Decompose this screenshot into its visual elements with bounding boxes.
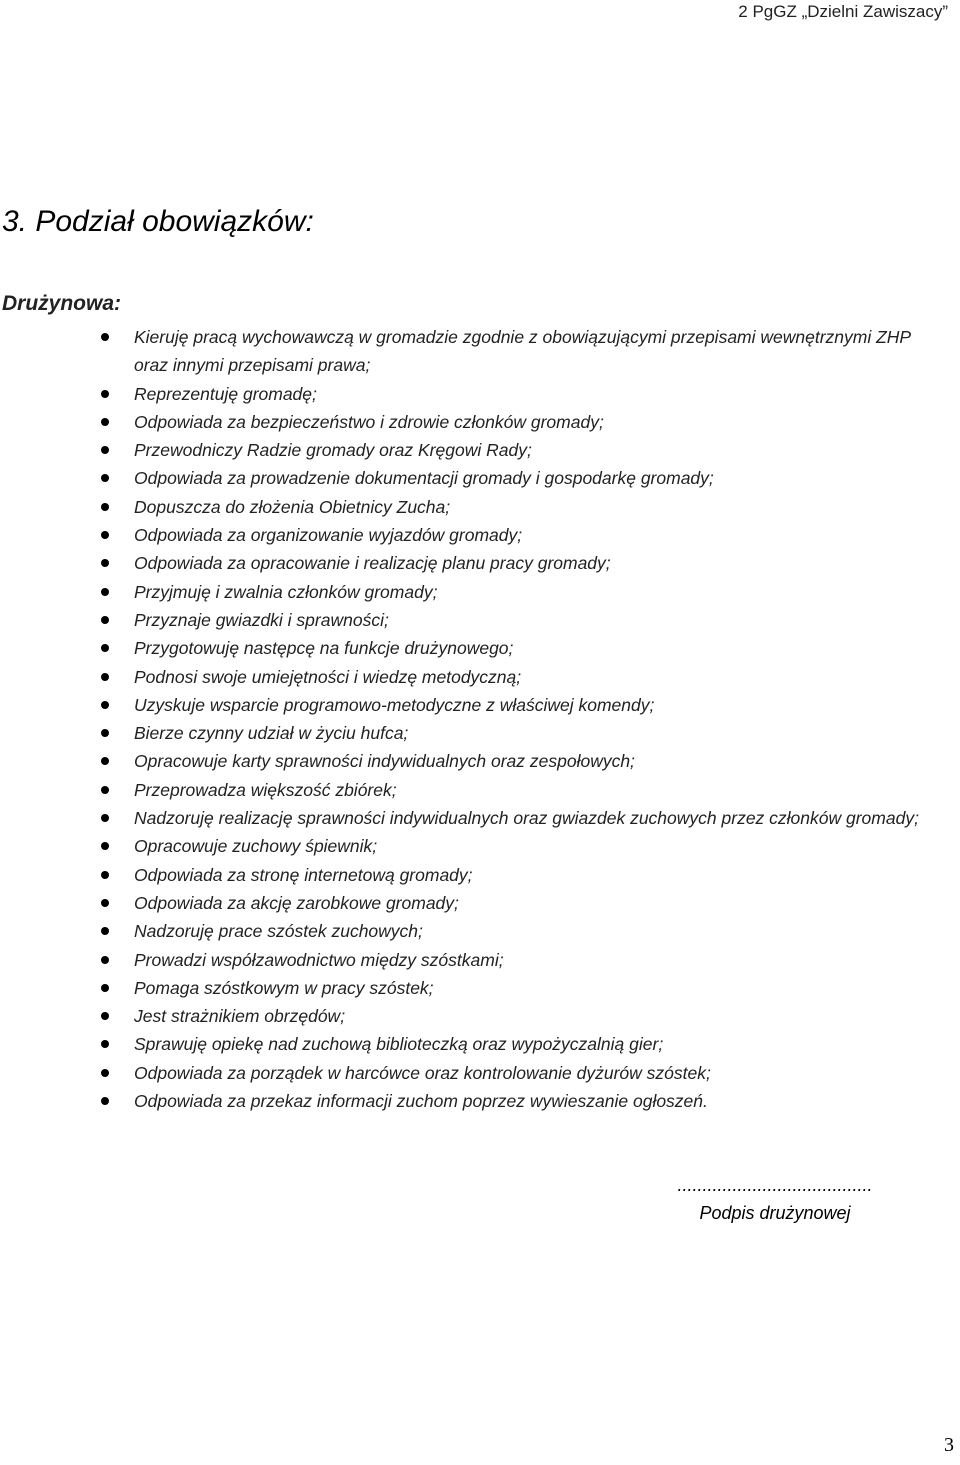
list-item bbox=[0, 521, 930, 549]
role-label: Drużynowa: bbox=[2, 292, 122, 315]
bullet-icon bbox=[101, 729, 109, 737]
list-item-text: Jest strażnikiem obrzędów; bbox=[134, 1006, 346, 1027]
list-item-text: Kieruję pracą wychowawczą w gromadzie zgodnie z obowiązującymi przepisami wewnętrznymi ZHP oraz innymi przepisami prawa; bbox=[134, 327, 911, 376]
list-item bbox=[0, 493, 930, 521]
list-item bbox=[0, 946, 930, 974]
bullet-icon bbox=[101, 757, 109, 765]
list-item-text: Dopuszcza do złożenia Obietnicy Zucha; bbox=[134, 496, 451, 517]
bullet-icon bbox=[101, 871, 109, 879]
list-item-text: Odpowiada za akcję zarobkowe gromady; bbox=[134, 892, 459, 913]
list-item-text: Przyjmuję i zwalnia członków gromady; bbox=[134, 581, 438, 602]
duties-list bbox=[0, 323, 930, 1115]
bullet-icon bbox=[101, 1069, 109, 1077]
list-item bbox=[0, 804, 930, 832]
list-item bbox=[0, 578, 930, 606]
list-item bbox=[0, 380, 930, 408]
bullet-icon bbox=[101, 842, 109, 850]
list-item bbox=[0, 549, 930, 577]
signature-label: Podpis drużynowej bbox=[699, 1203, 851, 1223]
bullet-icon bbox=[101, 1097, 109, 1105]
list-item-text: Opracowuje karty sprawności indywidualnych oraz zespołowych; bbox=[134, 751, 635, 772]
bullet-icon bbox=[101, 390, 109, 398]
list-item-text: Sprawuję opiekę nad zuchową biblioteczką oraz wypożyczalnią gier; bbox=[134, 1034, 664, 1055]
list-item-text: Podnosi swoje umiejętności i wiedzę metodyczną; bbox=[134, 666, 522, 687]
list-item-text: Prowadzi współzawodnictwo między szóstkami; bbox=[134, 949, 504, 970]
bullet-icon bbox=[101, 956, 109, 964]
list-item-text: Odpowiada za stronę internetową gromady; bbox=[134, 864, 473, 885]
list-item-text: Przewodniczy Radzie gromady oraz Kręgowi Rady; bbox=[134, 440, 532, 461]
list-item bbox=[0, 436, 930, 464]
page-header: 2 PgGZ „Dzielni Zawiszacy” bbox=[738, 2, 948, 21]
list-item bbox=[0, 832, 930, 860]
list-item-text: Nadzoruję prace szóstek zuchowych; bbox=[134, 921, 423, 942]
list-item-text: Odpowiada za porządek w harcówce oraz kontrolowanie dyżurów szóstek; bbox=[134, 1062, 711, 1083]
list-item-text: Przyznaje gwiazdki i sprawności; bbox=[134, 609, 389, 630]
list-item bbox=[0, 889, 930, 917]
list-item bbox=[0, 776, 930, 804]
bullet-icon bbox=[101, 446, 109, 454]
bullet-icon bbox=[101, 474, 109, 482]
list-item-text: Uzyskuje wsparcie programowo-metodyczne z właściwej komendy; bbox=[134, 694, 655, 715]
list-item-text: Odpowiada za prowadzenie dokumentacji gromady i gospodarkę gromady; bbox=[134, 468, 714, 489]
list-item bbox=[0, 464, 930, 492]
list-item bbox=[0, 719, 930, 747]
bullet-icon bbox=[101, 814, 109, 822]
page-number: 3 bbox=[944, 1434, 954, 1456]
bullet-icon bbox=[101, 531, 109, 539]
signature-block bbox=[650, 1171, 900, 1227]
bullet-icon bbox=[101, 616, 109, 624]
list-item-text: Pomaga szóstkowym w pracy szóstek; bbox=[134, 977, 434, 998]
bullet-icon bbox=[101, 984, 109, 992]
bullet-icon bbox=[101, 588, 109, 596]
bullet-icon bbox=[101, 899, 109, 907]
section-title: 3. Podział obowiązków: bbox=[2, 205, 314, 238]
bullet-icon bbox=[101, 927, 109, 935]
list-item bbox=[0, 634, 930, 662]
list-item bbox=[0, 1059, 930, 1087]
list-item-text: Reprezentuję gromadę; bbox=[134, 383, 317, 404]
bullet-icon bbox=[101, 1040, 109, 1048]
list-item-text: Bierze czynny udział w życiu hufca; bbox=[134, 723, 409, 744]
bullet-icon bbox=[101, 701, 109, 709]
bullet-icon bbox=[101, 503, 109, 511]
list-item bbox=[0, 1087, 930, 1115]
list-item-text: Odpowiada za opracowanie i realizację planu pracy gromady; bbox=[134, 553, 611, 574]
list-item bbox=[0, 861, 930, 889]
bullet-icon bbox=[101, 418, 109, 426]
list-item-text: Opracowuje zuchowy śpiewnik; bbox=[134, 836, 378, 857]
list-item-text: Przeprowadza większość zbiórek; bbox=[134, 779, 397, 800]
list-item bbox=[0, 917, 930, 945]
bullet-icon bbox=[101, 786, 109, 794]
bullet-icon bbox=[101, 559, 109, 567]
bullet-icon bbox=[101, 644, 109, 652]
signature-line: ....................................... bbox=[677, 1175, 873, 1195]
list-item bbox=[0, 1002, 930, 1030]
list-item-text: Przygotowuję następcę na funkcje drużynowego; bbox=[134, 638, 514, 659]
list-item bbox=[0, 663, 930, 691]
list-item-text: Nadzoruję realizację sprawności indywidualnych oraz gwiazdek zuchowych przez członków gromady; bbox=[134, 808, 919, 829]
list-item-text: Odpowiada za organizowanie wyjazdów gromady; bbox=[134, 525, 523, 546]
list-item bbox=[0, 747, 930, 775]
bullet-icon bbox=[101, 333, 109, 341]
list-item bbox=[0, 691, 930, 719]
list-item bbox=[0, 606, 930, 634]
list-item bbox=[0, 408, 930, 436]
list-item-text: Odpowiada za przekaz informacji zuchom poprzez wywieszanie ogłoszeń. bbox=[134, 1091, 708, 1112]
list-item-text: Odpowiada za bezpieczeństwo i zdrowie członków gromady; bbox=[134, 411, 604, 432]
list-item bbox=[0, 1030, 930, 1058]
bullet-icon bbox=[101, 673, 109, 681]
bullet-icon bbox=[101, 1012, 109, 1020]
list-item bbox=[0, 323, 930, 380]
list-item bbox=[0, 974, 930, 1002]
